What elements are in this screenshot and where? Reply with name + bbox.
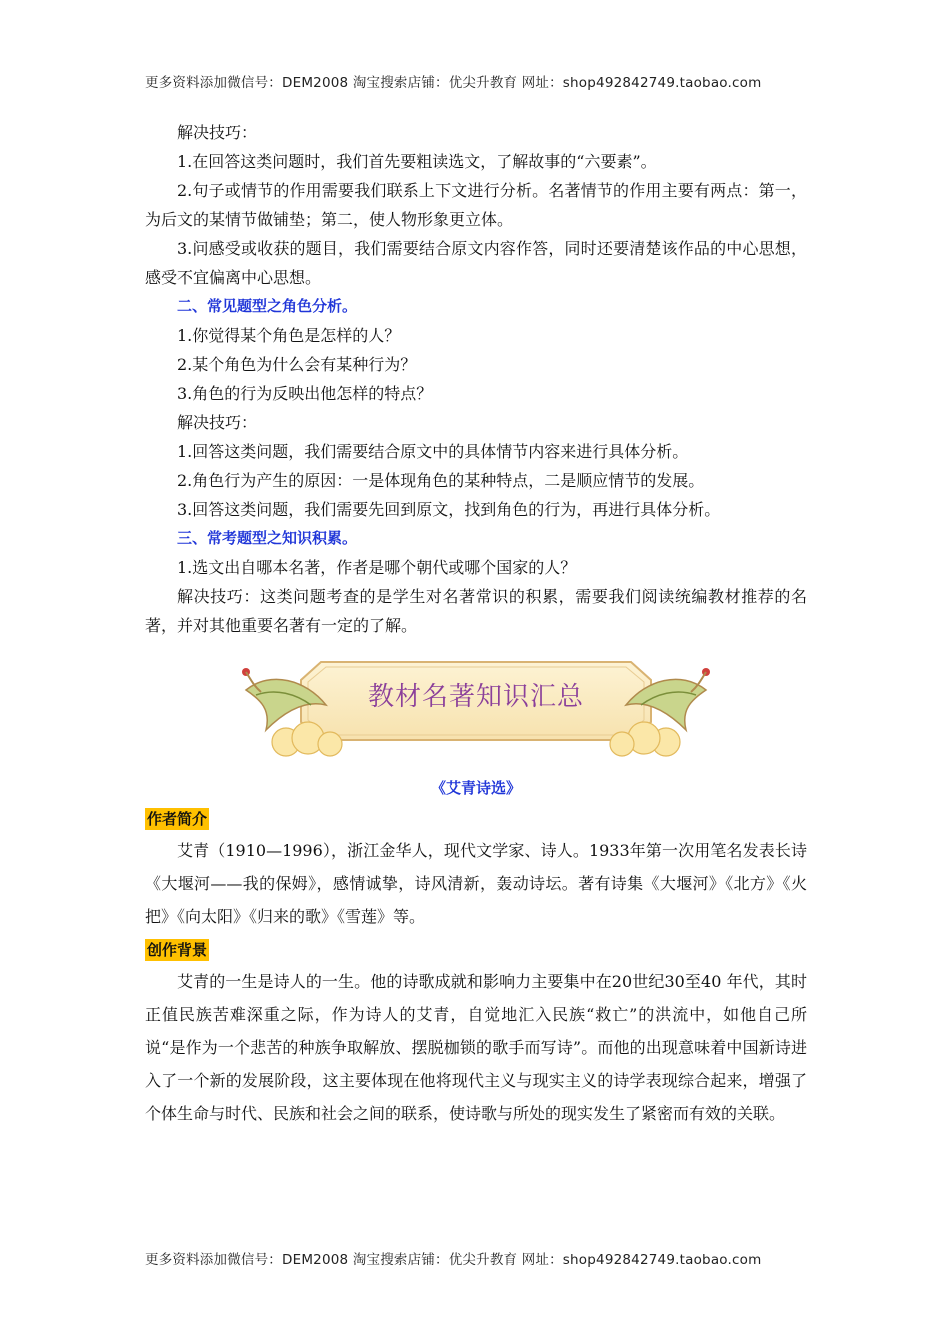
book-title: 《艾青诗选》 [430,779,521,797]
tip-item: 2.句子或情节的作用需要我们联系上下文进行分析。名著情节的作用主要有两点：第一，为后文的某情节做铺垫；第二，使人物形象更立体。 [145,181,807,229]
page-header: 更多资料添加微信号：DEM2008 淘宝搜索店铺：优尖升教育 网址：shop492842749.taobao.com [145,75,762,91]
tips-label: 解决技巧： [177,123,258,142]
tip-item: 解决技巧：这类问题考查的是学生对名著常识的积累，需要我们阅读统编教材推荐的名著，并对其他重要名著有一定的了解。 [145,587,807,635]
question-item: 1.选文出自哪本名著，作者是哪个朝代或哪个国家的人？ [177,558,577,577]
tip-item: 1.回答这类问题，我们需要结合原文中的具体情节内容来进行具体分析。 [177,442,689,461]
tip-item: 3.回答这类问题，我们需要先回到原文，找到角色的行为，再进行具体分析。 [177,500,721,519]
section-heading-role-analysis: 二、常见题型之角色分析。 [177,297,358,315]
author-text: 艾青（1910—1996），浙江金华人，现代文学家、诗人。1933年第一次用笔名发表长诗《大堰河——我的保姆》，感情诚挚，诗风清新，轰动诗坛。著有诗集《大堰河》《北方》《火把》《向太阳》《归来的歌》《雪莲》等。 [145,841,807,926]
question-item: 3.角色的行为反映出他怎样的特点？ [177,384,433,403]
background-label-tag: 创作背景 [147,941,208,959]
tip-item: 3.问感受或收获的题目，我们需要结合原文内容作答，同时还要清楚该作品的中心思想，感受不宜偏离中心思想。 [145,239,807,287]
question-item: 1.你觉得某个角色是怎样的人？ [177,326,401,345]
section-heading-knowledge: 三、常考题型之知识积累。 [177,529,358,547]
tips-label: 解决技巧： [177,413,258,432]
banner-title: 教材名著知识汇总 [367,682,584,712]
tip-item: 1.在回答这类问题时，我们首先要粗读选文，了解故事的“六要素”。 [177,152,657,171]
author-label-tag: 作者简介 [147,810,208,828]
tip-item: 2.角色行为产生的原因：一是体现角色的某种特点，二是顺应情节的发展。 [177,471,705,490]
document-body [145,118,807,1130]
question-item: 2.某个角色为什么会有某种行为？ [177,355,417,374]
section-banner [226,650,726,760]
background-text: 艾青的一生是诗人的一生。他的诗歌成就和影响力主要集中在20世纪30至40 年代，其时正值民族苦难深重之际，作为诗人的艾青，自觉地汇入民族“救亡”的洪流中，如他自己所说“是作为一个悲苦的种族争取解放、摆脱枷锁的歌手而写诗”。而他的出现意味着中国新诗进入了一个新的发展阶段，这主要体现在他将现代主义与现实主义的诗学表现综合起来，增强了个体生命与时代、民族和社会之间的联系，使诗歌与所处的现实发生了紧密而有效的关联。 [145,972,807,1123]
page-footer: 更多资料添加微信号：DEM2008 淘宝搜索店铺：优尖升教育 网址：shop492842749.taobao.com [145,1252,762,1268]
